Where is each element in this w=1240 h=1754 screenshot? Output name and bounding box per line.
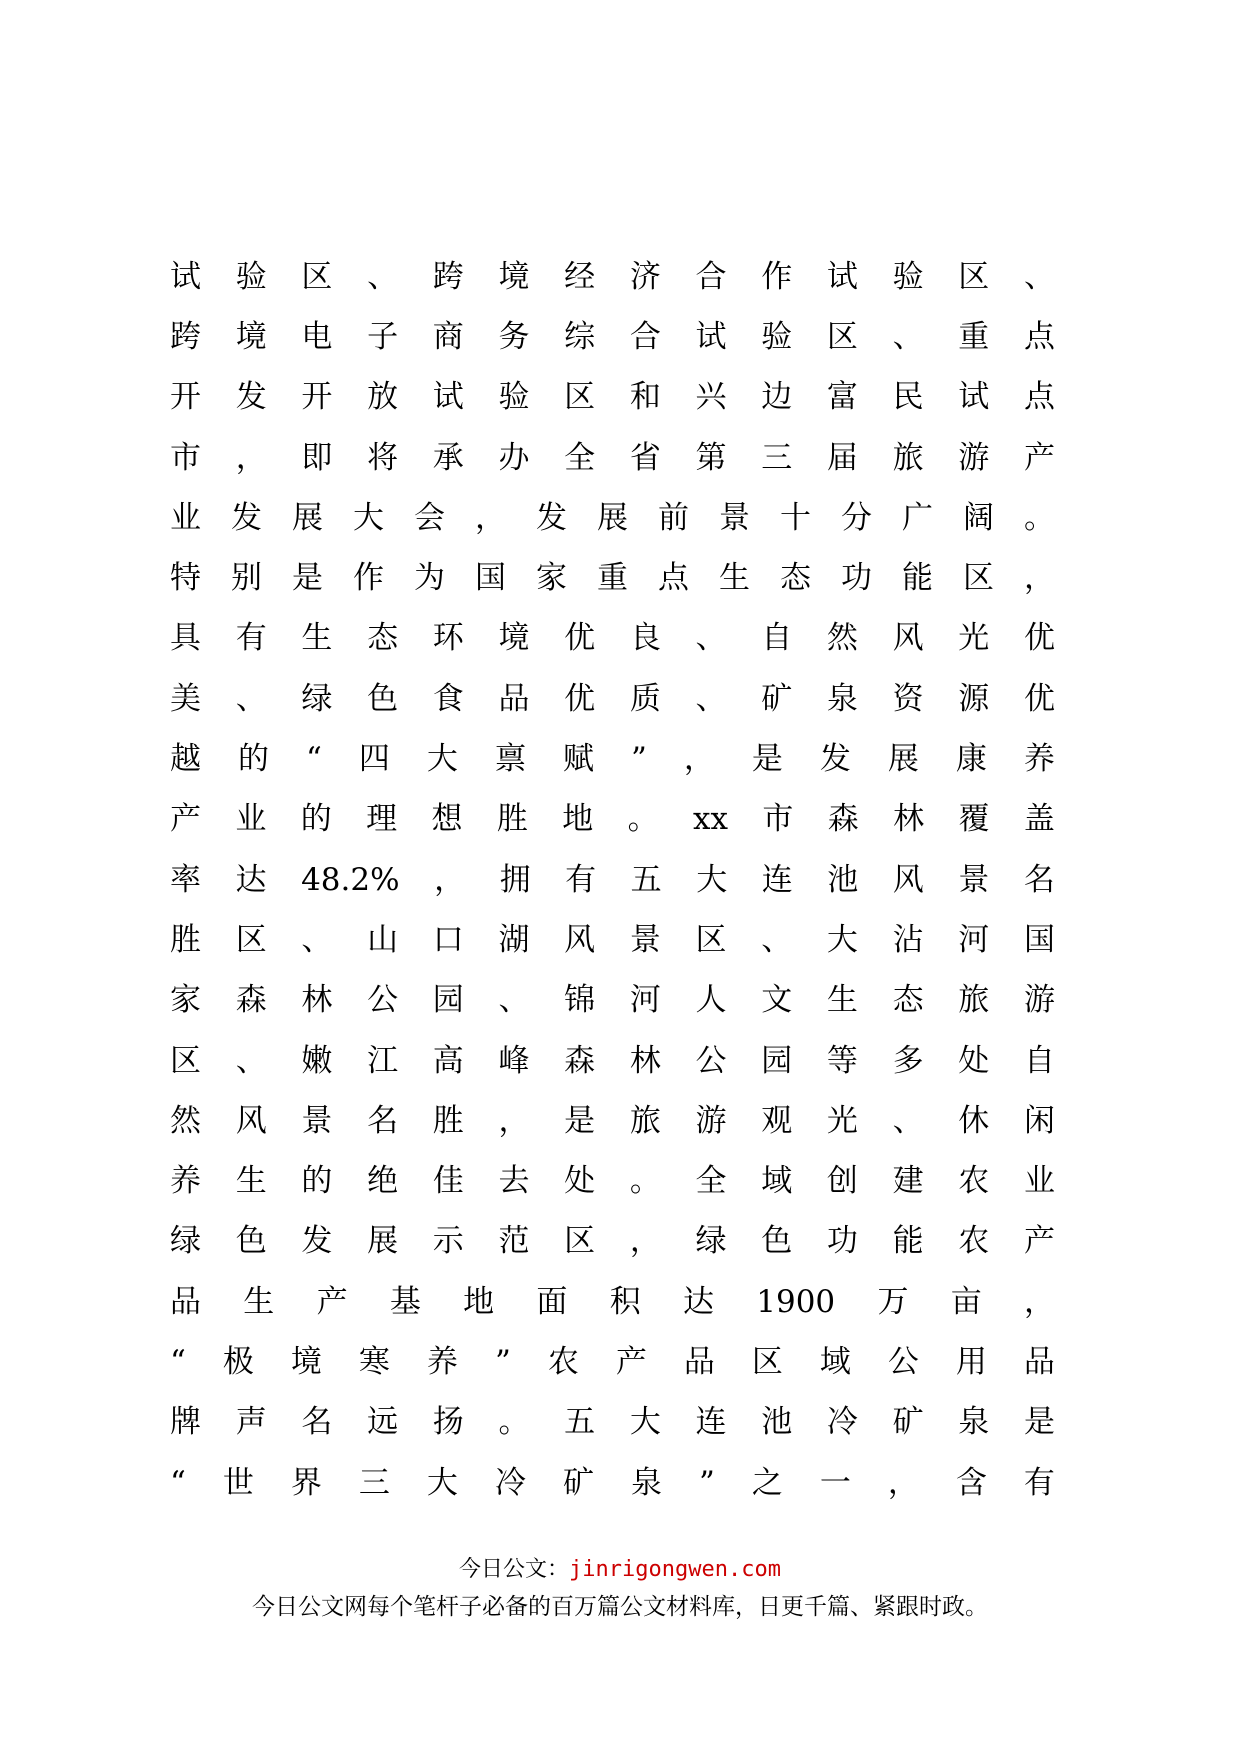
- body-line: 家 森 林 公 园 、 锦 河 人 文 生 态 旅 游: [170, 982, 1055, 1019]
- body-line: 开 发 开 放 试 验 区 和 兴 边 富 民 试 点: [170, 379, 1055, 416]
- body-line: 产 业 的 理 想 胜 地 。 xx 市 森 林 覆 盖: [170, 801, 1055, 838]
- body-line: 越 的 “ 四 大 禀 赋 ” ， 是 发 展 康 养: [170, 741, 1055, 778]
- body-line: 胜 区 、 山 口 湖 风 景 区 、 大 沾 河 国: [170, 921, 1055, 958]
- footer-slogan: 今日公文网每个笔杆子必备的百万篇公文材料库，日更千篇、紧跟时政。: [252, 1594, 988, 1620]
- body-line: 试 验 区 、 跨 境 经 济 合 作 试 验 区 、: [170, 258, 1055, 295]
- body-line: 业 发 展 大 会 ， 发 展 前 景 十 分 广 阔 。: [170, 499, 1055, 536]
- body-line: 率 达 48.2% ， 拥 有 五 大 连 池 风 景 名: [170, 861, 1055, 898]
- footer-site-line: [0, 1552, 1240, 1583]
- body-line: 养 生 的 绝 佳 去 处 。 全 域 创 建 农 业: [170, 1163, 1055, 1200]
- body-line: 牌 声 名 远 扬 。 五 大 连 池 冷 矿 泉 是: [170, 1404, 1055, 1441]
- footer-site-url[interactable]: jinrigongwen.com: [569, 1557, 781, 1582]
- body-line: 具 有 生 态 环 境 优 良 、 自 然 风 光 优: [170, 620, 1055, 657]
- body-line: 特 别 是 作 为 国 家 重 点 生 态 功 能 区 ，: [170, 560, 1055, 597]
- body-line: 市 ， 即 将 承 办 全 省 第 三 届 旅 游 产: [170, 439, 1055, 476]
- body-line: 品 生 产 基 地 面 积 达 1900 万 亩 ，: [170, 1283, 1055, 1320]
- footer-site-label: 今日公文：: [459, 1557, 570, 1582]
- body-line: 然 风 景 名 胜 ， 是 旅 游 观 光 、 休 闲: [170, 1102, 1055, 1139]
- body-line: 美 、 绿 色 食 品 优 质 、 矿 泉 资 源 优: [170, 680, 1055, 717]
- body-line: “ 世 界 三 大 冷 矿 泉 ” 之 一 ， 含 有: [170, 1464, 1055, 1501]
- body-line: 跨 境 电 子 商 务 综 合 试 验 区 、 重 点: [170, 318, 1055, 355]
- body-line: 绿 色 发 展 示 范 区 ， 绿 色 功 能 农 产: [170, 1223, 1055, 1260]
- body-line: 区 、 嫩 江 高 峰 森 林 公 园 等 多 处 自: [170, 1042, 1055, 1079]
- document-body: [170, 247, 1055, 1513]
- body-line: “ 极 境 寒 养 ” 农 产 品 区 域 公 用 品: [170, 1343, 1055, 1380]
